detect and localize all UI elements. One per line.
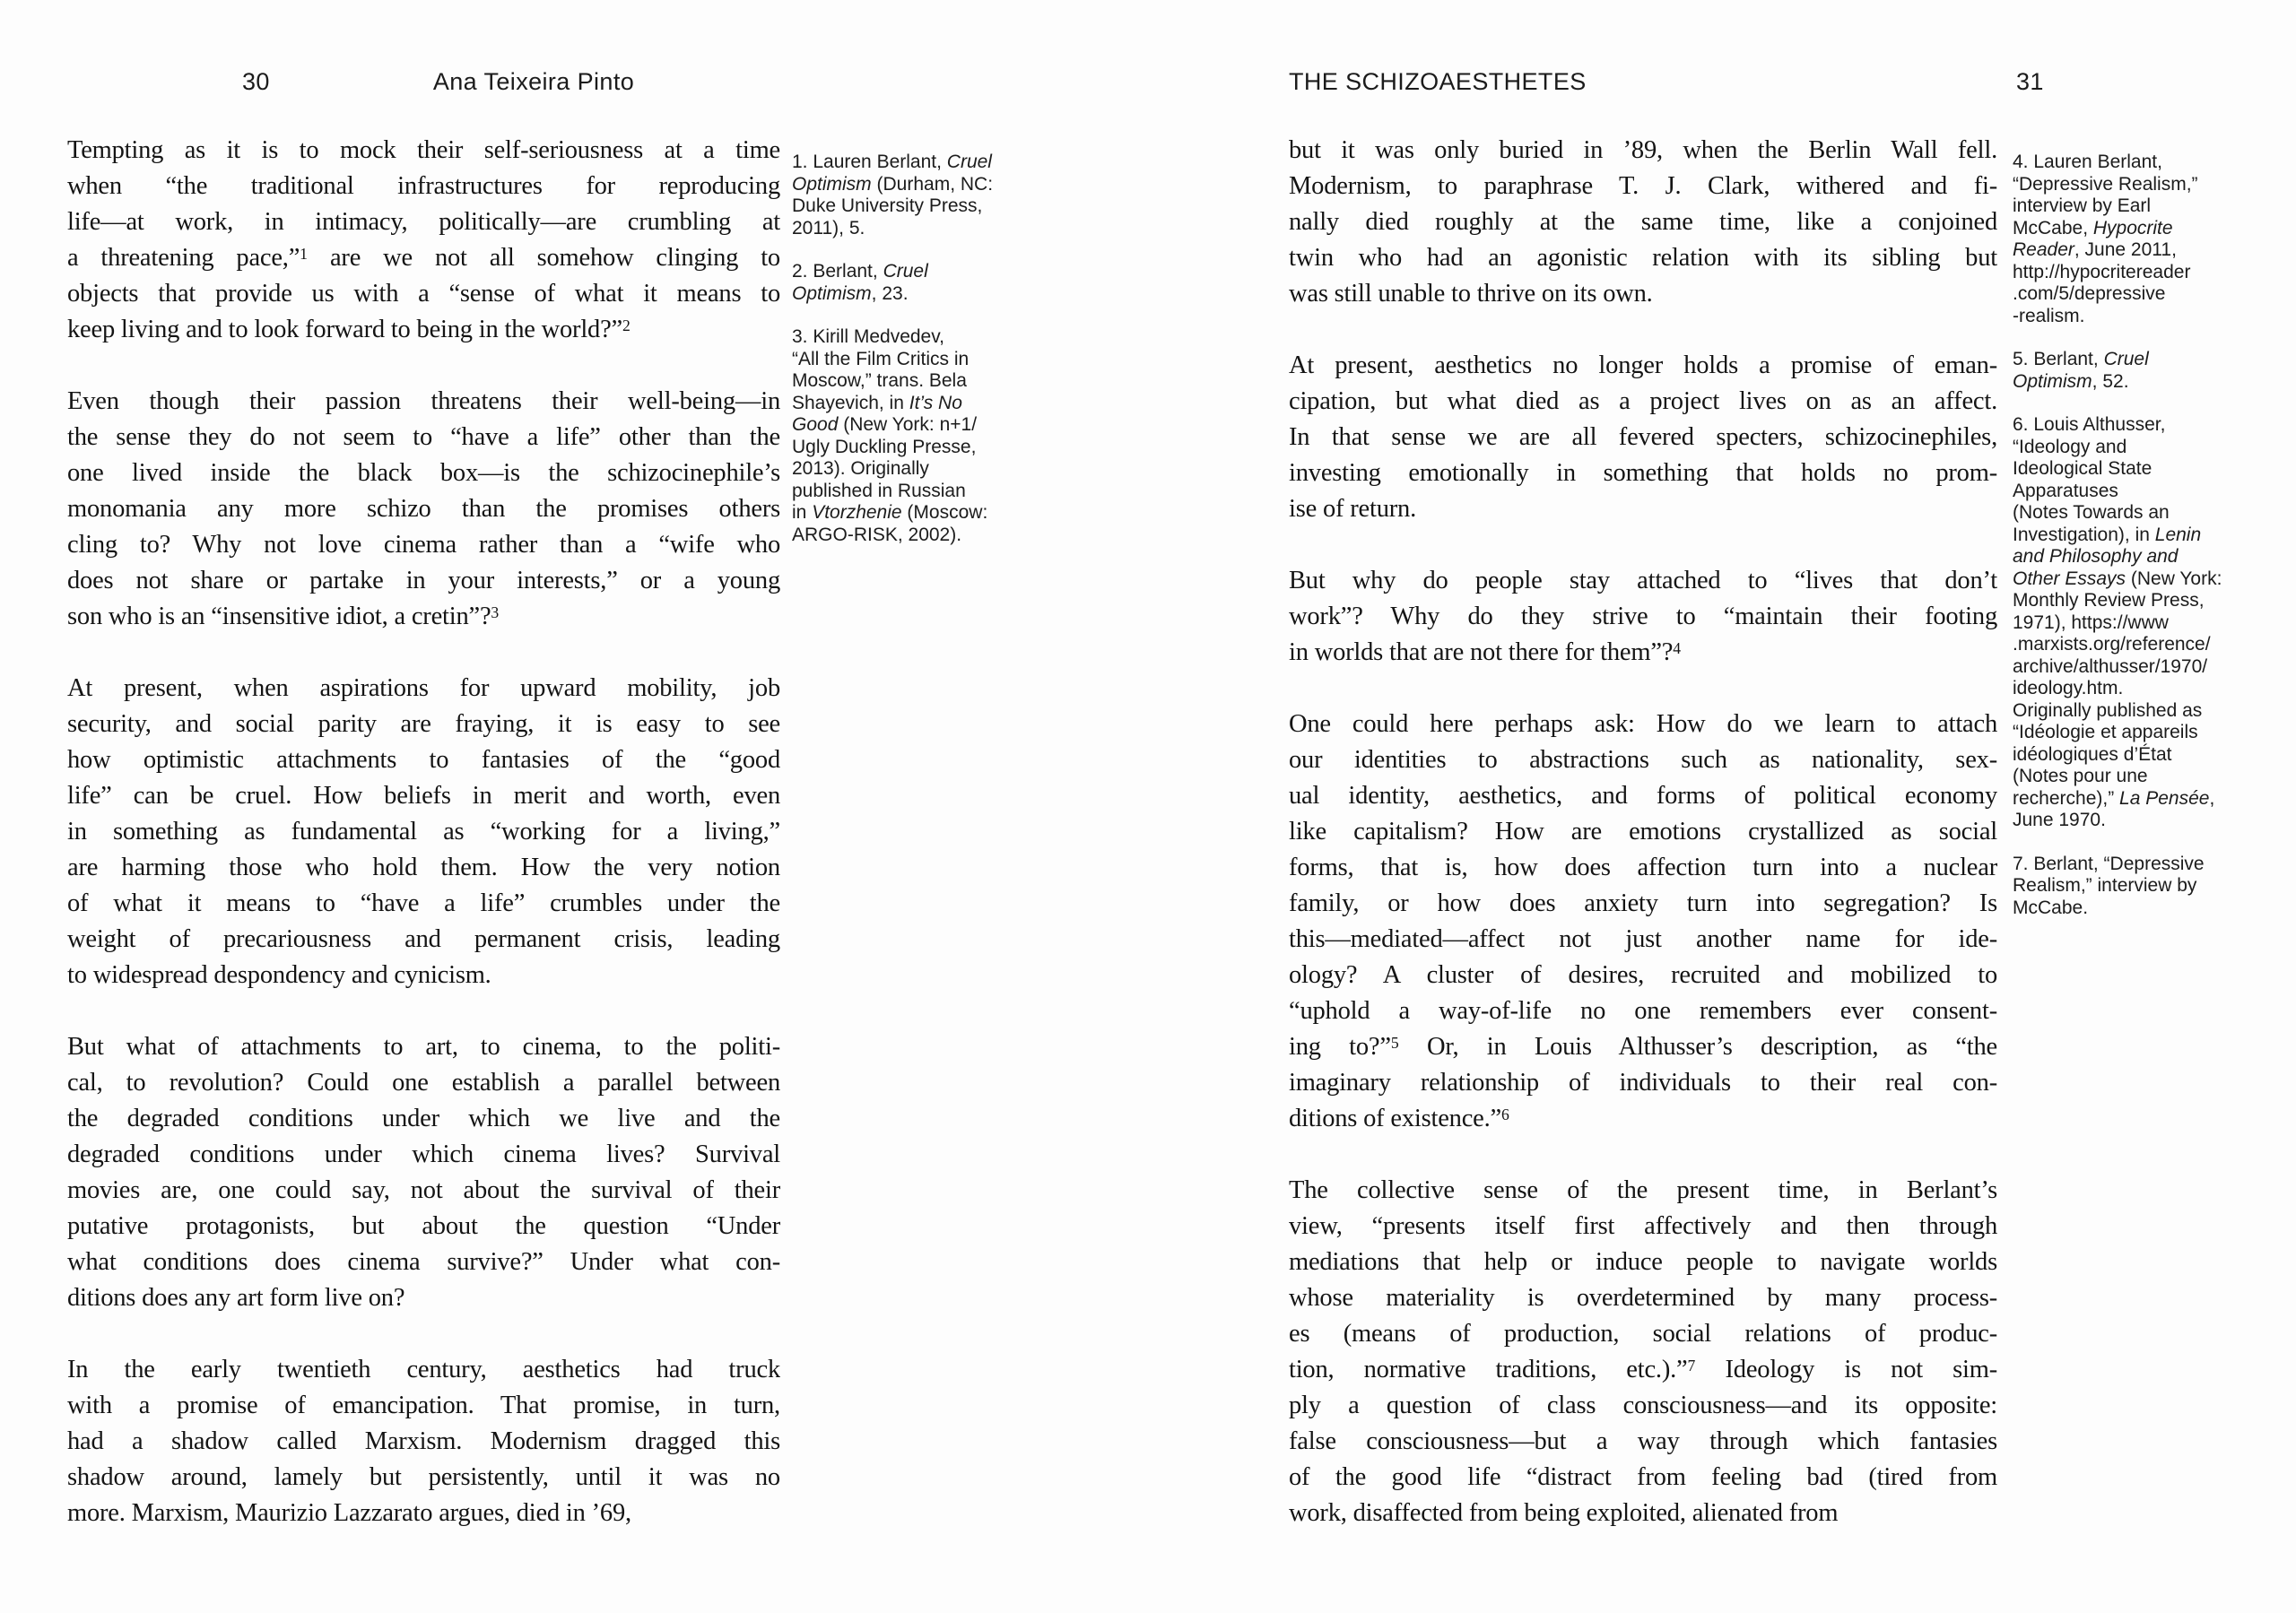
footnote-line: -realism. <box>2013 305 2085 326</box>
right-running-header-title: THE SCHIZOAESTHETES <box>1289 68 1587 95</box>
footnote <box>2013 152 2260 327</box>
footnote-line: Shayevich, in It’s No <box>792 392 962 413</box>
body-line: At present, when aspirations for upward mobility, job <box>67 674 780 702</box>
footnote-reference: 7 <box>1687 1357 1696 1375</box>
footnote-reference: 1 <box>300 245 308 263</box>
paragraph <box>1289 348 1997 527</box>
paragraph <box>67 1352 780 1531</box>
footnote-line: Investigation), in Lenin <box>2013 524 2202 545</box>
footnote-line: Optimism (Durham, NC: <box>792 173 994 195</box>
body-line: our identities to abstractions such as nationality, sex- <box>1289 746 1997 774</box>
paragraph <box>1289 707 1997 1137</box>
body-line: objects that provide us with a “sense of what it means to <box>67 280 780 308</box>
footnote-line: in Vtorzhenie (Moscow: <box>792 502 988 523</box>
body-line: one lived inside the black box—is the schizocinephile’s <box>67 459 780 487</box>
body-line: monomania any more schizo than the promises others <box>67 495 780 523</box>
body-line: cipation, but what died as a project lives on as an affect. <box>1289 387 1997 415</box>
body-line: in worlds that are not there for them”?$^4$ <box>1289 638 1682 666</box>
right-main-text <box>1289 133 1997 1567</box>
body-line: nally died roughly at the same time, like a conjoined <box>1289 208 1997 236</box>
footnote-line: 4. Lauren Berlant, <box>2013 152 2162 172</box>
body-line: ology? A cluster of desires, recruited and mobilized to <box>1289 961 1997 989</box>
footnote-line: “Ideology and <box>2013 436 2127 457</box>
footnote-line: 5. Berlant, Cruel <box>2013 349 2149 369</box>
body-line: Modernism, to paraphrase T. J. Clark, withered and fi- <box>1289 172 1997 200</box>
body-line: ditions does any art form live on? <box>67 1284 405 1312</box>
body-line: like capitalism? How are emotions crystallized as social <box>1289 818 1997 846</box>
body-line: movies are, one could say, not about the survival of their <box>67 1176 780 1204</box>
footnote-line: 1971), https://www <box>2013 611 2169 633</box>
footnote-line: 6. Louis Althusser, <box>2013 414 2166 435</box>
body-line: a threatening pace,”$^1$ are we not all somehow clinging to <box>67 244 780 272</box>
body-line: does not share or partake in your interests,” or a young <box>67 567 780 594</box>
body-line: At present, aesthetics no longer holds a promise of eman- <box>1289 351 1997 379</box>
footnote-reference: 5 <box>1390 1034 1399 1052</box>
body-line: when “the traditional infrastructures for reproducing <box>67 172 780 200</box>
footnote-line: 3. Kirill Medvedev, <box>792 326 945 347</box>
footnote-line: 2013). Originally <box>792 458 929 479</box>
footnote-reference: 3 <box>491 603 500 621</box>
footnote <box>2013 414 2260 832</box>
paragraph <box>67 1029 780 1316</box>
body-line: son who is an “insensitive idiot, a cretin”?$^3$ <box>67 603 500 630</box>
footnote-line: Apparatuses <box>2013 480 2118 501</box>
footnote-line: 1. Lauren Berlant, Cruel <box>792 152 992 172</box>
body-line: the sense they do not seem to “have a life” other than the <box>67 423 780 451</box>
body-line: Tempting as it is to mock their self-seriousness at a time <box>67 136 780 164</box>
paragraph <box>67 671 780 993</box>
paragraph <box>67 384 780 635</box>
body-line: cling to? Why not love cinema rather than a “wife who <box>67 531 780 559</box>
body-line: ditions of existence.”$^6$ <box>1289 1105 1509 1132</box>
footnote-line: .com/5/depressive <box>2013 283 2166 304</box>
footnote-line: 2011), 5. <box>792 217 865 238</box>
body-line: life—at work, in intimacy, politically—are crumbling at <box>67 208 780 236</box>
footnote-line: Reader, June 2011, <box>2013 239 2177 260</box>
body-line: was still unable to thrive on its own. <box>1289 280 1653 308</box>
paragraph <box>67 133 780 348</box>
footnote-line: “All the Film Critics in <box>792 348 970 369</box>
body-line: The collective sense of the present time, in Berlant’s <box>1289 1176 1997 1204</box>
paragraph <box>1289 1173 1997 1531</box>
body-line: twin who had an agonistic relation with its sibling but <box>1289 244 1997 272</box>
footnote-line: Duke University Press, <box>792 195 983 216</box>
body-line: work”? Why do they strive to “maintain their footing <box>1289 603 1997 630</box>
body-line: keep living and to look forward to being in the world?”$^2$ <box>67 316 631 343</box>
body-line: es (means of production, social relations of produc- <box>1289 1320 1997 1348</box>
footnote-line: Ugly Duckling Presse, <box>792 436 977 457</box>
body-line: In that sense we are all fevered specters, schizocinephiles, <box>1289 423 1997 451</box>
footnote <box>792 326 1020 546</box>
body-line: cal, to revolution? Could one establish a parallel between <box>67 1069 780 1097</box>
body-line: how optimistic attachments to fantasies of the “good <box>67 746 780 774</box>
footnote <box>2013 349 2260 393</box>
body-line: But what of attachments to art, to cinema, to the politi- <box>67 1033 780 1061</box>
paragraph <box>1289 563 1997 671</box>
left-running-header: Ana Teixeira Pinto <box>432 68 635 95</box>
footnote-line: Originally published as <box>2013 699 2203 721</box>
body-line: In the early twentieth century, aesthetics had truck <box>67 1356 780 1383</box>
body-line: false consciousness—but a way through which fantasies <box>1289 1427 1997 1455</box>
footnote-line: (Notes pour une <box>2013 766 2148 786</box>
body-line: but it was only buried in ’89, when the Berlin Wall fell. <box>1289 136 1997 164</box>
body-line: work, disaffected from being exploited, alienated from <box>1289 1499 1839 1527</box>
body-line: more. Marxism, Maurizio Lazzarato argues, died in ’69, <box>67 1499 631 1527</box>
body-line: view, “presents itself first affectively and then through <box>1289 1212 1997 1240</box>
footnote-line: McCabe, Hypocrite <box>2013 217 2173 238</box>
body-line: forms, that is, how does affection turn into a nuclear <box>1289 854 1997 881</box>
body-line: the degraded conditions under which we live and the <box>67 1105 780 1132</box>
footnote <box>792 152 1020 239</box>
footnote-line: published in Russian <box>792 480 966 501</box>
footnote-line: “Depressive Realism,” <box>2013 173 2198 195</box>
body-line: mediations that help or induce people to navigate worlds <box>1289 1248 1997 1276</box>
footnote-line: Other Essays (New York: <box>2013 568 2222 589</box>
footnote-reference: 2 <box>622 317 631 334</box>
footnote-line: Ideological State <box>2013 458 2152 479</box>
body-line: degraded conditions under which cinema lives? Survival <box>67 1140 780 1168</box>
left-footnotes <box>792 152 1020 568</box>
body-line: this—mediated—affect not just another name for ide- <box>1289 925 1997 953</box>
footnote-line: and Philosophy and <box>2013 546 2179 567</box>
footnote-line: archive/althusser/1970/ <box>2013 655 2208 677</box>
footnote-line: McCabe. <box>2013 897 2089 918</box>
body-line: But why do people stay attached to “lives that don’t <box>1289 567 1997 594</box>
footnote-line: “Idéologie et appareils <box>2013 722 2198 742</box>
body-line: ual identity, aesthetics, and forms of political economy <box>1289 782 1997 810</box>
body-line: of the good life “distract from feeling bad (tired from <box>1289 1463 1997 1491</box>
body-line: family, or how does anxiety turn into segregation? Is <box>1289 889 1997 917</box>
footnote <box>2013 854 2260 920</box>
footnote-reference: 6 <box>1501 1106 1509 1123</box>
body-line: One could here perhaps ask: How do we learn to attach <box>1289 710 1997 738</box>
paragraph <box>1289 133 1997 312</box>
footnote-line: 2. Berlant, Cruel <box>792 261 928 282</box>
footnote-line: Moscow,” trans. Bela <box>792 370 967 391</box>
body-line: ply a question of class consciousness—and its opposite: <box>1289 1392 1997 1419</box>
body-line: whose materiality is overdetermined by many process- <box>1289 1284 1997 1312</box>
footnote-line: idéologiques d’État <box>2013 743 2172 765</box>
body-line: in something as fundamental as “working for a living,” <box>67 818 780 846</box>
body-line: imaginary relationship of individuals to their real con- <box>1289 1069 1997 1097</box>
body-line: ing to?”$^5$ Or, in Louis Althusser’s description, as “the <box>1289 1033 1997 1061</box>
footnote-line: Realism,” interview by <box>2013 875 2197 896</box>
body-line: Even though their passion threatens their well-being—in <box>67 387 780 415</box>
body-line: shadow around, lamely but persistently, until it was no <box>67 1463 780 1491</box>
left-main-text <box>67 133 780 1567</box>
footnote-line: interview by Earl <box>2013 195 2152 216</box>
body-line: putative protagonists, but about the question “Under <box>67 1212 780 1240</box>
footnote-line: http://hypocritereader <box>2013 261 2191 282</box>
body-line: with a promise of emancipation. That promise, in turn, <box>67 1392 780 1419</box>
footnote-line: Monthly Review Press, <box>2013 590 2205 611</box>
left-page-number: 30 <box>242 68 270 95</box>
body-line: ise of return. <box>1289 495 1417 523</box>
footnote-reference: 4 <box>1673 639 1682 657</box>
body-line: of what it means to “have a life” crumbles under the <box>67 889 780 917</box>
body-line: “uphold a way-of-life no one remembers ever consent- <box>1289 997 1997 1025</box>
footnote-line: ARGO-RISK, 2002). <box>792 524 962 545</box>
body-line: weight of precariousness and permanent crisis, leading <box>67 925 780 953</box>
footnote-line: Good (New York: n+1/ <box>792 414 978 435</box>
footnote-line: June 1970. <box>2013 810 2106 830</box>
footnote-line: (Notes Towards an <box>2013 502 2170 523</box>
body-line: had a shadow called Marxism. Modernism dragged this <box>67 1427 780 1455</box>
footnote-line: .marxists.org/reference/ <box>2013 634 2211 655</box>
body-line: are harming those who hold them. How the very notion <box>67 854 780 881</box>
footnote-line: recherche),” La Pensée, <box>2013 787 2215 809</box>
body-line: investing emotionally in something that holds no prom- <box>1289 459 1997 487</box>
body-line: to widespread despondency and cynicism. <box>67 961 491 989</box>
right-footnotes <box>2013 152 2260 941</box>
footnote-line: Optimism, 52. <box>2013 370 2129 392</box>
body-line: tion, normative traditions, etc.).”$^7$ Ideology is not sim- <box>1289 1356 1997 1383</box>
footnote-line: Optimism, 23. <box>792 282 909 304</box>
body-line: life” can be cruel. How beliefs in merit and worth, even <box>67 782 780 810</box>
footnote <box>792 261 1020 305</box>
body-line: security, and social parity are fraying, it is easy to see <box>67 710 780 738</box>
footnote-line: ideology.htm. <box>2013 678 2124 698</box>
right-page-number: 31 <box>2016 68 2044 95</box>
footnote-line: 7. Berlant, “Depressive <box>2013 853 2205 874</box>
body-line: what conditions does cinema survive?” Under what con- <box>67 1248 780 1276</box>
